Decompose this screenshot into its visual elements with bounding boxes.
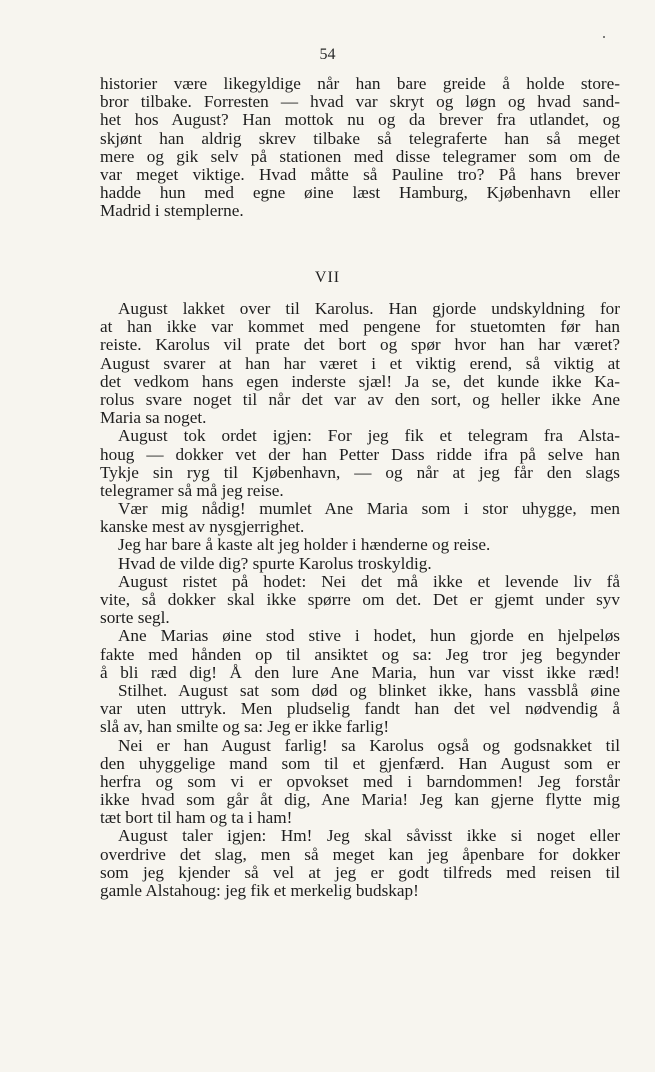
text-line: Stilhet. August sat som død og blinket ikke, hans vassblå øine: [118, 680, 620, 700]
text-line: vite, så dokker skal ikke spørre om det. Det er gjemt under syv: [100, 590, 620, 609]
text-line: mere og gik selv på stationen med disse telegramer som om de: [100, 146, 620, 166]
text-line: herfra og som vi er opvokset med i barndommen! Jeg forstår: [100, 771, 620, 791]
text-line: Maria sa noget.: [100, 408, 207, 428]
text-line: historier være likegyldige når han bare greide å holde store-: [100, 74, 620, 93]
text-line: kanske mest av nysgjerrighet.: [100, 517, 305, 537]
text-line: houg — dokker vet der han Petter Dass ridde ifra på selve han: [100, 444, 620, 464]
text-line: Vær mig nådig! mumlet Ane Maria som i stor uhygge, men: [118, 499, 620, 519]
text-line: Nei er han August farlig! sa Karolus også og godsnakket til: [118, 735, 620, 755]
text-line: bror tilbake. Forresten — hvad var skryt og løgn og hvad sand-: [100, 92, 620, 112]
text-line: rolus svare noget til når det var av den sort, og heller ikke Ane: [100, 389, 620, 409]
page-number: 54: [319, 46, 336, 63]
text-line: som jeg kjender så vel at jeg er godt tilfreds med reisen til: [100, 862, 620, 882]
text-line: at han ikke var kommet med pengene for stuetomten før han: [100, 317, 620, 337]
text-line: August taler igjen: Hm! Jeg skal såvisst ikke si noget eller: [118, 826, 620, 846]
chapter-body: [100, 300, 620, 900]
text-line: Jeg har bare å kaste alt jeg holder i hænderne og reise.: [118, 535, 491, 555]
text-line: var meget viktige. Hvad måtte så Pauline tro? På hans brever: [100, 164, 620, 184]
text-line: gamle Alstahoug: jeg fik et merkelig budskap!: [100, 881, 419, 900]
text-line: sorte segl.: [100, 608, 170, 628]
text-line: det vedkom hans egen inderste sjæl! Ja se, det kunde ikke Ka-: [100, 371, 620, 391]
text-line: reiste. Karolus vil prate det bort og spør hvor han har været?: [100, 335, 620, 355]
text-line: overdrive det slag, men så meget kan jeg åpenbare for dokker: [100, 844, 620, 864]
text-line: August ristet på hodet: Nei det må ikke et levende liv få: [118, 571, 620, 591]
text-line: Tykje sin ryg til Kjøbenhavn, — og når at jeg får den slags: [100, 462, 620, 482]
text-line: telegramer så må jeg reise.: [100, 480, 284, 500]
text-line: tæt bort til ham og ta i ham!: [100, 808, 293, 828]
text-line: å bli ræd dig! Å den lure Ane Maria, hun var visst ikke ræd!: [100, 662, 620, 682]
text-line: August tok ordet igjen: For jeg fik et telegram fra Alsta-: [118, 426, 620, 446]
chapter-heading: VII: [314, 269, 341, 286]
paragraph-continuation: [100, 75, 620, 221]
text-line: het hos August? Han mottok nu og da brever fra utlandet, og: [100, 110, 620, 130]
text-line: var uten uttryk. Men pludselig fandt han det vel nødvendig å: [100, 699, 620, 719]
text-line: hadde hun med egne øine læst Hamburg, Kjøbenhavn eller: [100, 183, 620, 203]
text-line: Ane Marias øine stod stive i hodet, hun gjorde en hjelpeløs: [118, 626, 620, 646]
text-line: August svarer at han har været i et viktig erend, så viktig at: [100, 353, 620, 373]
text-line: skjønt han aldrig skrev tilbake så telegraferte han så meget: [100, 128, 620, 148]
text-line: slå av, han smilte og sa: Jeg er ikke farlig!: [100, 717, 390, 737]
text-line: Hvad de vilde dig? spurte Karolus troskyldig.: [118, 553, 432, 573]
text-line: fakte med hånden op til ansiktet og sa: Jeg tror jeg begynder: [100, 644, 620, 664]
text-line: August lakket over til Karolus. Han gjorde undskyldning for: [118, 299, 620, 318]
paper-speck: [603, 36, 605, 38]
text-line: ikke hvad som går åt dig, Ane Maria! Jeg kan gjerne flytte mig: [100, 790, 620, 810]
text-line: Madrid i stemplerne.: [100, 201, 244, 221]
text-line: den uhyggelige mand som til et gjenfærd. Han August som er: [100, 753, 620, 773]
